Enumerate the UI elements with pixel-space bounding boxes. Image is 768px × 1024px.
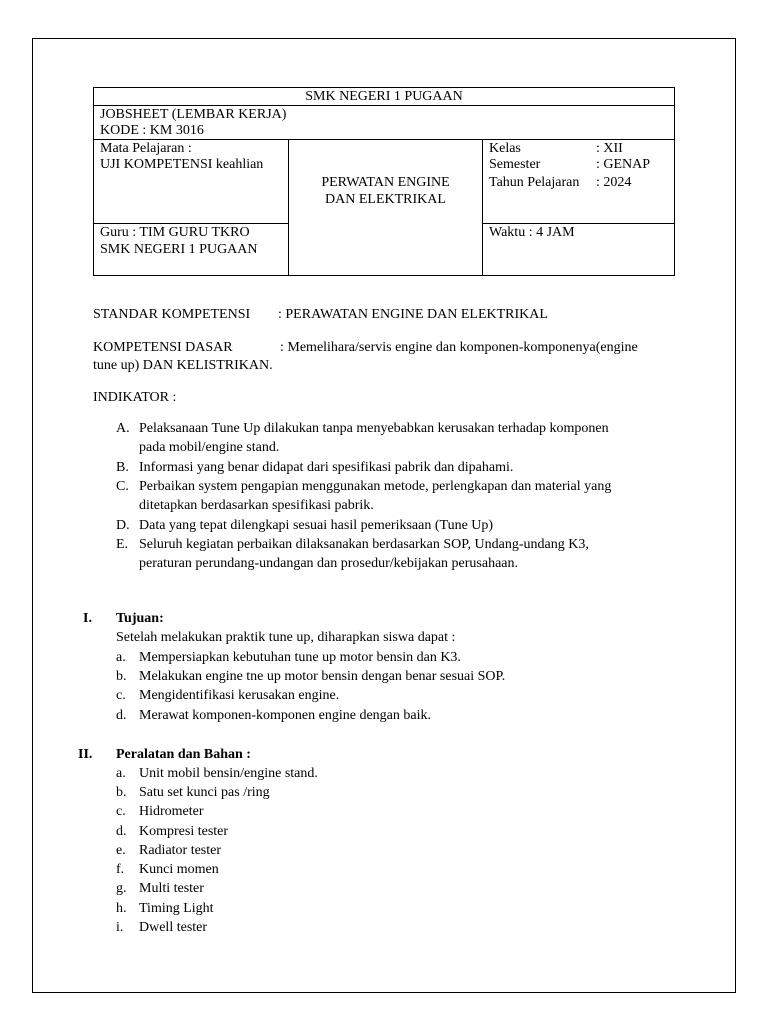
list-item-label: g. bbox=[116, 881, 127, 896]
indicator-item-text: ditetapkan berdasarkan spesifikasi pabrik. bbox=[139, 498, 374, 513]
list-item-label: b. bbox=[116, 785, 127, 800]
table-border bbox=[674, 87, 675, 276]
indicator-item-text: peraturan perundang-undangan dan prosedur/kebijakan perusahaan. bbox=[139, 556, 519, 571]
competency-value-line2: tune up) DAN KELISTRIKAN. bbox=[93, 358, 273, 373]
list-item-text: Kompresi tester bbox=[139, 824, 229, 839]
list-item-text: Multi tester bbox=[139, 881, 204, 896]
indicator-item-text: Perbaikan system pengapian menggunakan metode, perlengkapan dan material yang bbox=[139, 479, 612, 494]
teacher-line1: Guru : TIM GURU TKRO bbox=[100, 225, 250, 240]
indicator-item-label: A. bbox=[116, 421, 130, 436]
header-table bbox=[93, 87, 675, 276]
competency-label: KOMPETENSI DASAR bbox=[93, 340, 233, 355]
list-item-label: d. bbox=[116, 824, 127, 839]
semester-label: Semester bbox=[489, 157, 541, 172]
worksheet-title-line1: PERWATAN ENGINE bbox=[321, 175, 450, 190]
worksheet-title-line2: DAN ELEKTRIKAL bbox=[325, 192, 446, 207]
indicator-item-label: C. bbox=[116, 479, 129, 494]
list-item-text: Radiator tester bbox=[139, 843, 222, 858]
list-item-text: Unit mobil bensin/engine stand. bbox=[139, 766, 318, 781]
section-numeral: II. bbox=[78, 747, 93, 762]
section-title-peralatan: Peralatan dan Bahan : bbox=[116, 747, 251, 762]
indicator-item-label: D. bbox=[116, 518, 130, 533]
list-item-label: a. bbox=[116, 766, 126, 781]
standard-value: : PERAWATAN ENGINE DAN ELEKTRIKAL bbox=[278, 307, 548, 322]
list-item-text: Kunci momen bbox=[139, 862, 219, 877]
list-item-text: Dwell tester bbox=[139, 920, 208, 935]
list-item-label: f. bbox=[116, 862, 125, 877]
list-item-label: c. bbox=[116, 804, 126, 819]
competency-value-line1: : Memelihara/servis engine dan komponen-komponenya(engine bbox=[280, 340, 638, 355]
list-item-label: d. bbox=[116, 708, 127, 723]
table-border bbox=[93, 275, 675, 276]
teacher-line2: SMK NEGERI 1 PUGAAN bbox=[100, 242, 258, 257]
class-label: Kelas bbox=[489, 141, 521, 156]
jobsheet-code: KODE : KM 3016 bbox=[100, 123, 204, 138]
duration: Waktu : 4 JAM bbox=[489, 225, 575, 240]
list-item-label: c. bbox=[116, 688, 126, 703]
indicator-item-label: E. bbox=[116, 537, 129, 552]
subject-label: Mata Pelajaran : bbox=[100, 141, 192, 156]
list-item-label: a. bbox=[116, 650, 126, 665]
subject-value: UJI KOMPETENSI keahlian bbox=[100, 157, 264, 172]
list-item-text: Melakukan engine tne up motor bensin dengan benar sesuai SOP. bbox=[139, 669, 506, 684]
list-item-text: Timing Light bbox=[139, 901, 214, 916]
list-item-label: i. bbox=[116, 920, 124, 935]
list-item-label: h. bbox=[116, 901, 127, 916]
jobsheet-title: JOBSHEET (LEMBAR KERJA) bbox=[100, 107, 287, 122]
list-item-text: Merawat komponen-komponen engine dengan baik. bbox=[139, 708, 431, 723]
table-border bbox=[482, 139, 483, 276]
semester-value: : GENAP bbox=[596, 157, 651, 172]
list-item-text: Satu set kunci pas /ring bbox=[139, 785, 270, 800]
section-title-tujuan: Tujuan: bbox=[116, 611, 164, 626]
indicator-item-text: Seluruh kegiatan perbaikan dilaksanakan berdasarkan SOP, Undang-undang K3, bbox=[139, 537, 589, 552]
school-year-label: Tahun Pelajaran bbox=[489, 175, 580, 190]
tujuan-intro: Setelah melakukan praktik tune up, diharapkan siswa dapat : bbox=[116, 630, 456, 645]
list-item-label: b. bbox=[116, 669, 127, 684]
class-value: : XII bbox=[596, 141, 623, 156]
indicator-item-text: Data yang tepat dilengkapi sesuai hasil pemeriksaan (Tune Up) bbox=[139, 518, 494, 533]
school-year-value: : 2024 bbox=[596, 175, 632, 190]
list-item-text: Mengidentifikasi kerusakan engine. bbox=[139, 688, 340, 703]
list-item-label: e. bbox=[116, 843, 126, 858]
indicator-item-text: pada mobil/engine stand. bbox=[139, 440, 280, 455]
indicator-item-label: B. bbox=[116, 460, 129, 475]
list-item-text: Hidrometer bbox=[139, 804, 204, 819]
section-numeral: I. bbox=[83, 611, 92, 626]
standard-label: STANDAR KOMPETENSI bbox=[93, 307, 251, 322]
table-border bbox=[93, 87, 94, 276]
indicator-item-text: Informasi yang benar didapat dari spesifikasi pabrik dan dipahami. bbox=[139, 460, 514, 475]
indicator-label: INDIKATOR : bbox=[93, 390, 177, 405]
indicator-item-text: Pelaksanaan Tune Up dilakukan tanpa menyebabkan kerusakan terhadap komponen bbox=[139, 421, 609, 436]
school-name: SMK NEGERI 1 PUGAAN bbox=[305, 89, 463, 104]
list-item-text: Mempersiapkan kebutuhan tune up motor bensin dan K3. bbox=[139, 650, 461, 665]
